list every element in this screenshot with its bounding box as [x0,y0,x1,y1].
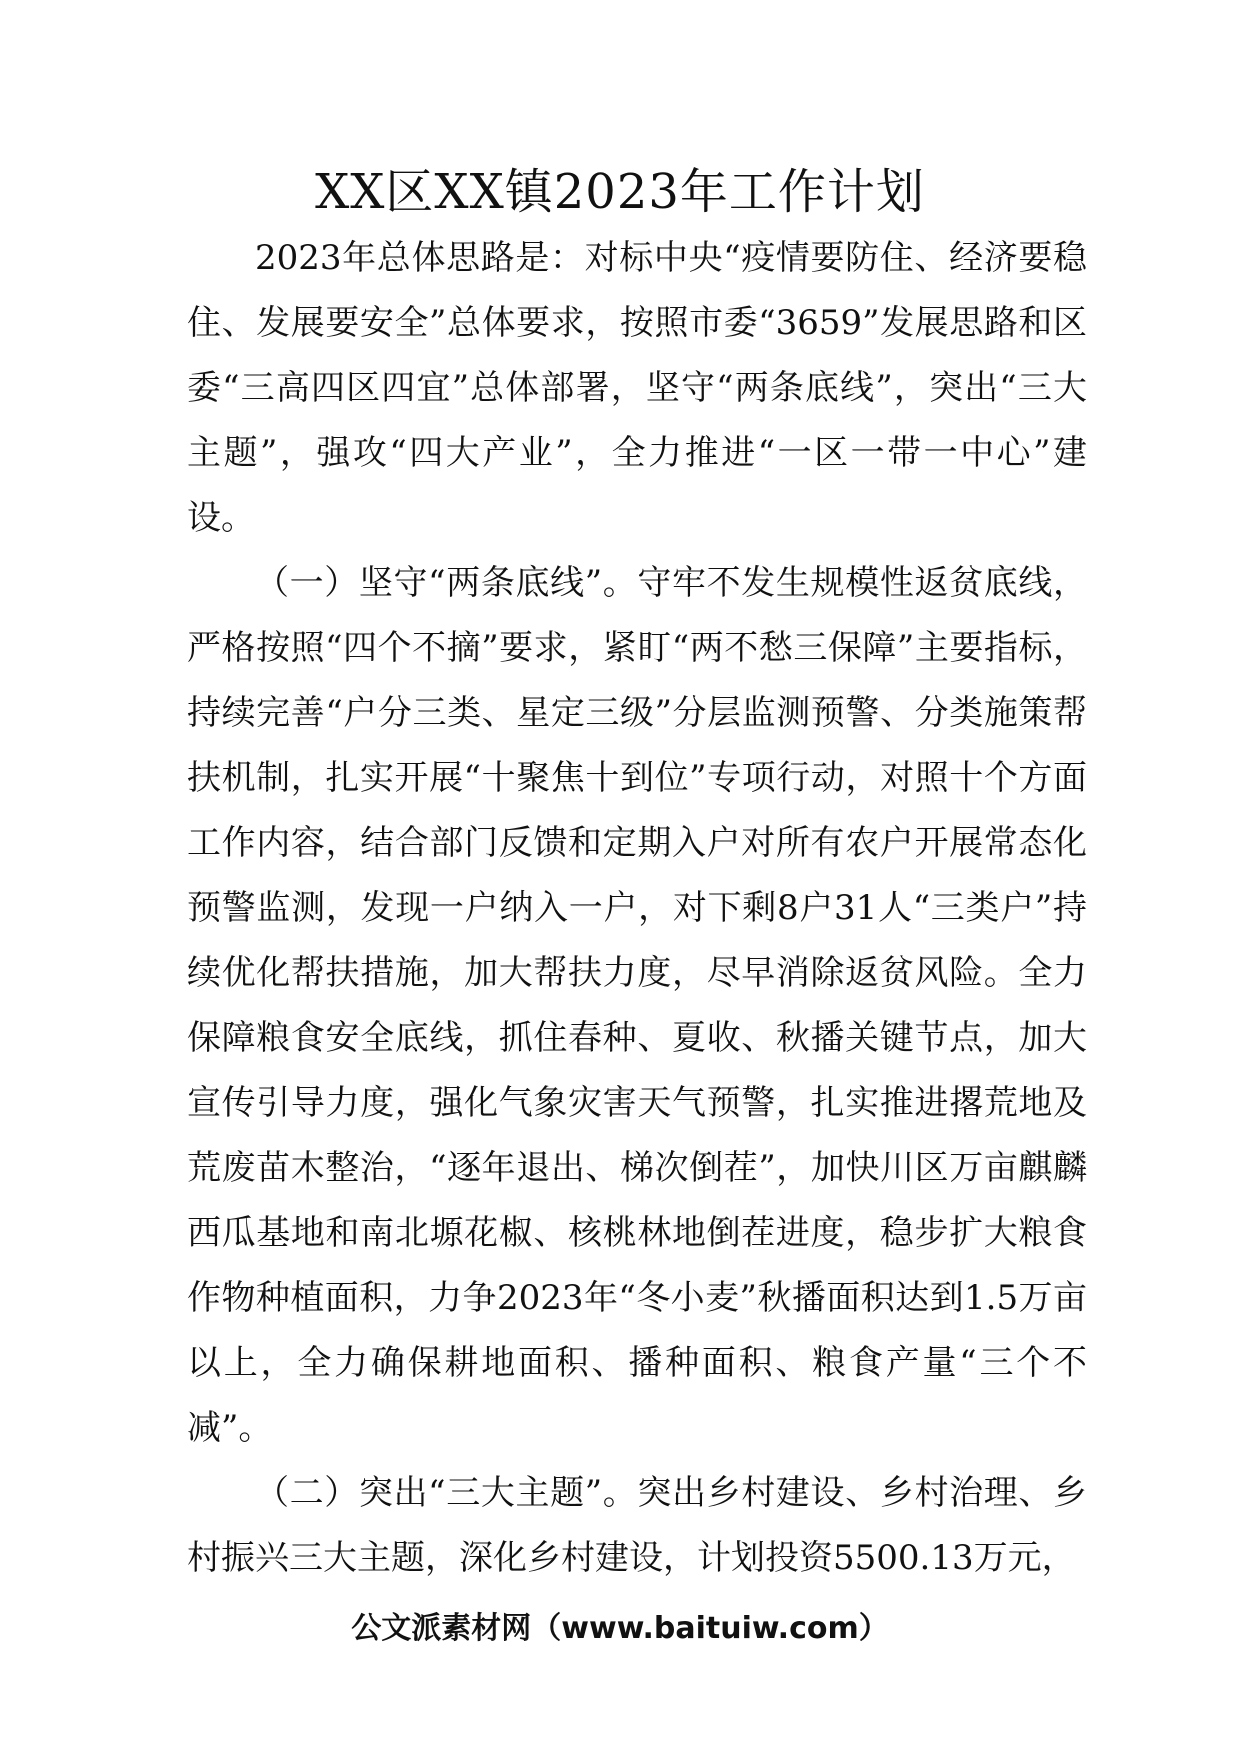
footer-watermark: 公文派素材网（www.baituiw.com） [351,1611,889,1646]
document-title: XX区XX镇2023年工作计划 [315,164,925,220]
document-body [187,226,1087,1591]
paragraph-section-two: （二）突出“三大主题”。突出乡村建设、乡村治理、乡村振兴三大主题，深化乡村建设，计划投资5500.13万元， [187,1473,1087,1578]
paragraph-overview: 2023年总体思路是：对标中央“疫情要防住、经济要稳住、发展要安全”总体要求，按照市委“3659”发展思路和区委“三高四区四宜”总体部署，坚守“两条底线”，突出“三大主题”，强攻“四大产业”，全力推进“一区一带一中心”建设。 [187,238,1087,538]
paragraph-section-one: （一）坚守“两条底线”。守牢不发生规模性返贫底线，严格按照“四个不摘”要求，紧盯“两不愁三保障”主要指标，持续完善“户分三类、星定三级”分层监测预警、分类施策帮扶机制，扎实开展“十聚焦十到位”专项行动，对照十个方面工作内容，结合部门反馈和定期入户对所有农户开展常态化预警监测，发现一户纳入一户，对下剩8户31人“三类户”持续优化帮扶措施，加大帮扶力度，尽早消除返贫风险。全力保障粮食安全底线，抓住春种、夏收、秋播关键节点，加大宣传引导力度，强化气象灾害天气预警，扎实推进撂荒地及荒废苗木整治，“逐年退出、梯次倒茬”，加快川区万亩麒麟西瓜基地和南北塬花椒、核桃林地倒茬进度，稳步扩大粮食作物种植面积，力争2023年“冬小麦”秋播面积达到1.5万亩以上，全力确保耕地面积、播种面积、粮食产量“三个不减”。 [187,563,1087,1448]
